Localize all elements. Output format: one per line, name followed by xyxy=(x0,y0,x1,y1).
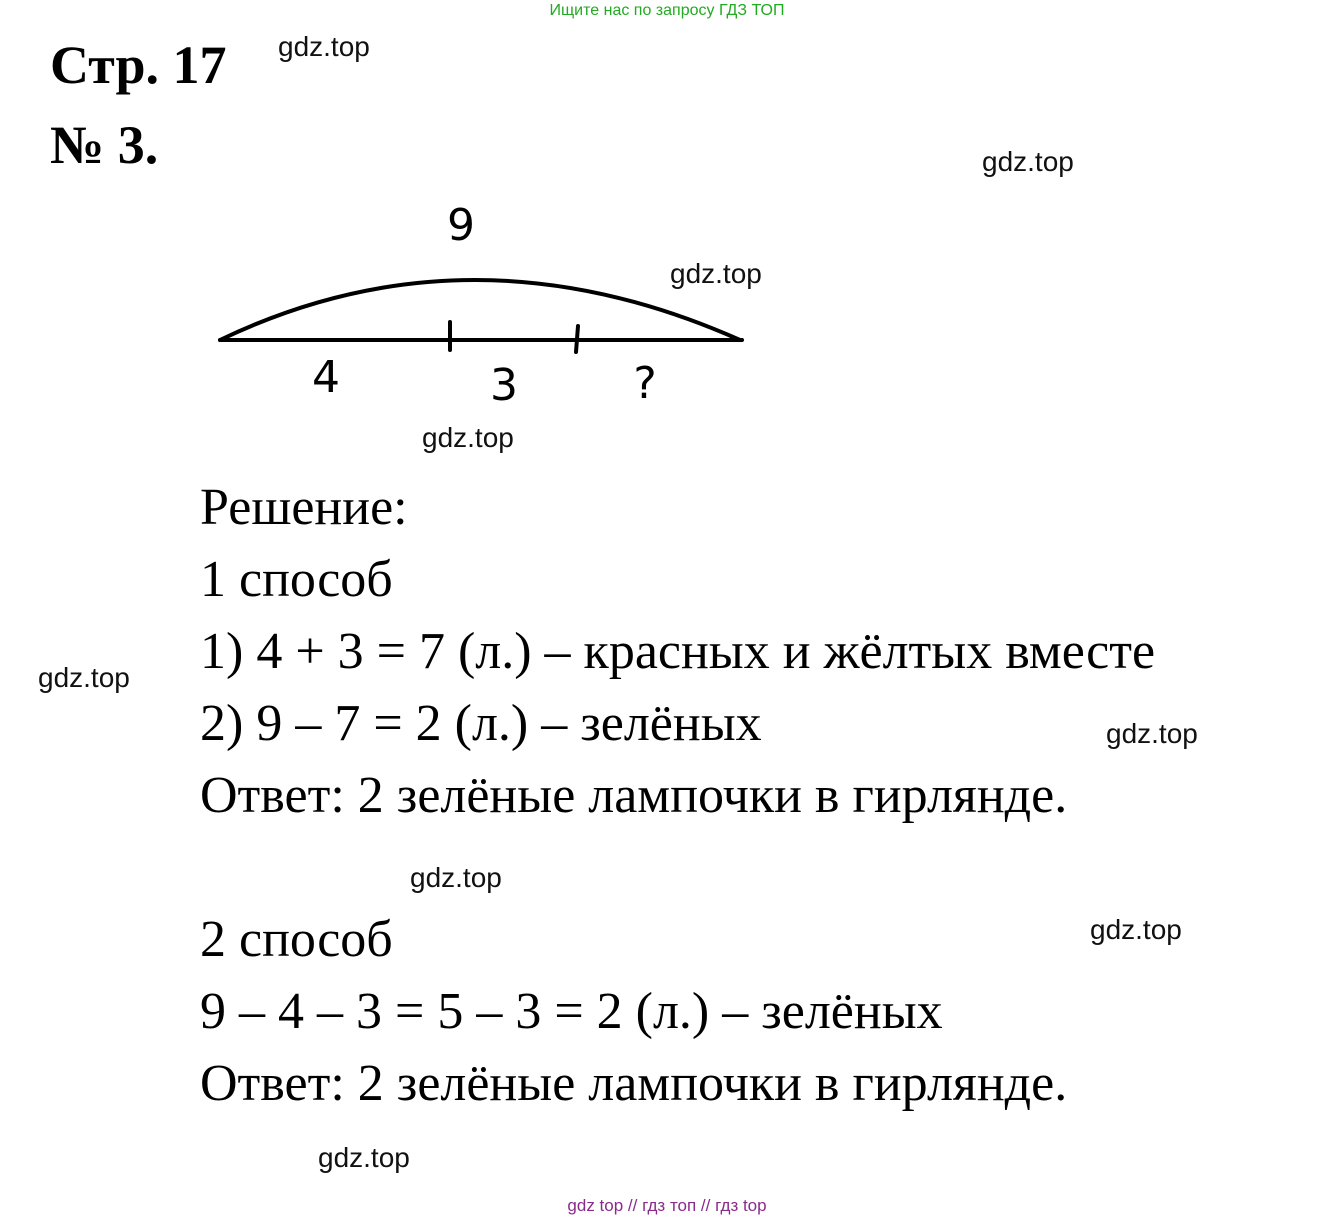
method2-step1: 9 – 4 – 3 = 5 – 3 = 2 (л.) – зелёных xyxy=(200,983,943,1040)
watermark: gdz.top xyxy=(670,258,762,289)
method1-answer: Ответ: 2 зелёные лампочки в гирлянде. xyxy=(200,767,1068,824)
watermark: gdz.top xyxy=(422,422,514,453)
watermark: gdz.top xyxy=(982,146,1074,177)
total-arc xyxy=(220,280,740,340)
total-label: 9 xyxy=(447,200,475,251)
segment-label: ? xyxy=(633,358,657,409)
solution-heading: Решение: xyxy=(200,479,408,536)
method2-title: 2 способ xyxy=(200,911,393,968)
segment-diagram xyxy=(0,0,800,420)
method2-answer: Ответ: 2 зелёные лампочки в гирлянде. xyxy=(200,1055,1068,1112)
method1-step2: 2) 9 – 7 = 2 (л.) – зелёных xyxy=(200,695,762,752)
method1-title: 1 способ xyxy=(200,551,393,608)
segment-label: 3 xyxy=(490,360,518,411)
segment-label: 4 xyxy=(312,352,340,403)
watermark: gdz.top xyxy=(410,862,502,893)
watermark: gdz.top xyxy=(1106,718,1198,749)
top-banner[interactable]: Ищите нас по запросу ГДЗ ТОП xyxy=(549,2,785,19)
watermark: gdz.top xyxy=(318,1142,410,1173)
footer-links[interactable]: gdz top // гдз топ // гдз top xyxy=(567,1196,767,1215)
watermark: gdz.top xyxy=(1090,914,1182,945)
divider-tick xyxy=(576,326,578,352)
watermark: gdz.top xyxy=(38,662,130,693)
task-number: № 3. xyxy=(50,115,159,175)
method1-step1: 1) 4 + 3 = 7 (л.) – красных и жёлтых вместе xyxy=(200,623,1156,680)
page-title: Стр. 17 xyxy=(50,35,227,95)
watermark: gdz.top xyxy=(278,31,370,62)
